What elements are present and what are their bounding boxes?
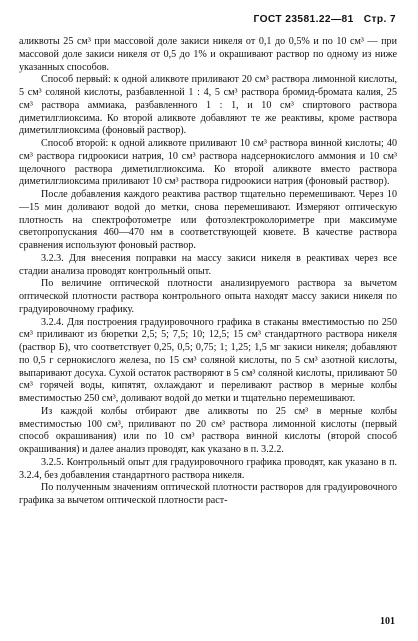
paragraph-measurement: После добавления каждого реактива раствор тщательно перемешивают. Через 10—15 мин доливают водой до метки, снова перемешивают. Измеряют оптическую плотность на спектрофотометре или фотоэлектроколориметре при максимуме светопропускания 460—470 нм в соответствующей кювете. В качестве раствора сравнения используют фоновый раствор. <box>19 189 397 251</box>
page-header <box>254 14 396 25</box>
header-page-number: 7 <box>389 14 396 25</box>
paragraph-optical-density: По величине оптической плотности анализируемого раствора за вычетом оптической плотности раствора контрольного опыта находят массу закиси никеля по градуировочному графику. <box>19 278 397 315</box>
paragraph-final: По полученным значениям оптической плотности растворов для градуировочного графика за вычетом оптической плотности раст- <box>19 482 397 506</box>
paragraph-3-2-3: 3.2.3. Для внесения поправки на массу закиси никеля в реактивах через все стадии анализа проводят контрольный опыт. <box>19 252 397 277</box>
page-label: Стр. <box>363 14 387 25</box>
paragraph-3-2-4: 3.2.4. Для построения градуировочного графика в стаканы вместимостью по 250 см³ приливают из бюретки 2,5; 5; 7,5; 10; 12,5; 15 см³ стандартного раствора никеля (раствор Б), что соответствует 0,25, 0,5; 0,75; 1; 1,25; 1,5 мг закиси никеля; добавляют по 0,5 г сернокислого железа, по 15 см³ соляной кислоты, по 5 см³ азотной кислоты, выпаривают досуха. Сухой остаток растворяют в 5 см³ соляной кислоты, приливают 50 см³ горячей воды, кипятят, охлаждают и переливают раствор в мерные колбы вместимостью 250 см³, доливают водой до метки и тщательно перемешивают. <box>19 316 397 404</box>
page-number: 101 <box>380 616 395 627</box>
paragraph-method-two: Способ второй: к одной аликвоте приливают 10 см³ раствора винной кислоты; 40 см³ раствора гидроокиси натрия, 10 см³ раствора надсернокислого аммония и 10 см³ щелочного раствора диметилглиоксима. Ко второй аликвоте вместо раствора диметилглиоксима приливают 10 см³ раствора гидроокиси натрия (фоновый раствор). <box>19 138 397 188</box>
document-body <box>19 36 397 508</box>
paragraph-method-one: Способ первый: к одной аликвоте приливают 20 см³ раствора лимонной кислоты, 5 см³ соляной кислоты, разбавленной 1 : 4, 5 см³ раствора бромид-бромата калия, 25 см³ раствора аммиака, разбавленного 1 : 1, и 10 см³ спиртового раствора диметилглиоксима. Ко второй аликвоте добавляют те же реактивы, кроме раствора диметилглиоксима (фоновый раствор). <box>19 74 397 137</box>
standard-code: ГОСТ 23581.22—81 <box>253 14 354 25</box>
paragraph-aliquots: Из каждой колбы отбирают две аликвоты по 25 см³ в мерные колбы вместимостью 100 см³, приливают по 20 см³ раствора лимонной кислоты (первый способ окрашивания) или по 10 см³ раствора винной кислоты (второй способ окрашивания) и далее анализ проводят, как указано в п. 3.2.2. <box>19 405 397 455</box>
paragraph-3-2-5: 3.2.5. Контрольный опыт для градуировочного графика проводят, как указано в п. 3.2.4, без добавления стандартного раствора никеля. <box>19 456 397 481</box>
paragraph-intro: аликвоты 25 см³ при массовой доле закиси никеля от 0,1 до 0,5% и по 10 см³ — при массовой доле закиси никеля от 0,5 до 1% и окрашивают раствор по одному из ниже указанных способов. <box>19 36 397 73</box>
